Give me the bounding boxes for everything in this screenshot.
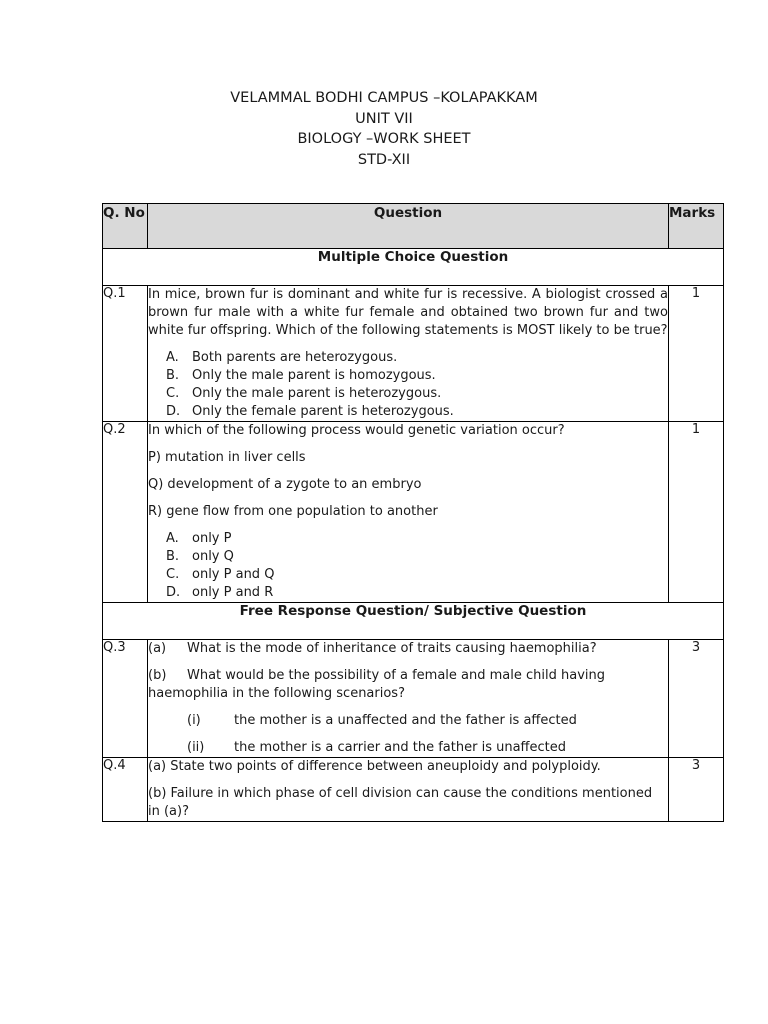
unit-title: UNIT VII (355, 110, 413, 127)
worksheet-table (102, 203, 724, 822)
question-body (148, 422, 669, 603)
question-text: In mice, brown fur is dominant and white fur is recessive. A biologist crossed a brown fur male with a white fur female and obtained two brown fur and two white fur offspring. Which of the following statements is MOST likely to be true? (148, 287, 668, 338)
question-marks: 1 (669, 422, 724, 603)
question-number: Q.2 (103, 422, 148, 603)
part-a: (a) State two points of difference between aneuploidy and polyploidy. (148, 759, 601, 774)
worksheet-header (0, 88, 768, 170)
question-row-q2 (103, 422, 724, 603)
part-b: (b) Failure in which phase of cell division can cause the conditions mentioned in (a)? (148, 786, 653, 819)
question-text: In which of the following process would genetic variation occur? (148, 423, 565, 438)
column-header-marks: Marks (669, 204, 724, 249)
section-title-mcq: Multiple Choice Question (103, 249, 724, 286)
option-d: D. only P and R (166, 585, 274, 600)
option-c: C. only P and Q (166, 567, 275, 582)
option-a: A. Both parents are heterozygous. (166, 350, 398, 365)
column-header-question: Question (148, 204, 669, 249)
question-marks: 3 (669, 758, 724, 822)
scenario-ii: (ii) the mother is a carrier and the father is unaffected (187, 740, 566, 755)
standard-title: STD-XII (357, 151, 411, 168)
section-row-mcq (103, 249, 724, 286)
option-a: A. only P (166, 531, 232, 546)
question-body (148, 758, 669, 822)
question-body (148, 286, 669, 422)
question-row-q3 (103, 640, 724, 758)
option-b: B. Only the male parent is homozygous. (166, 368, 436, 383)
school-name: VELAMMAL BODHI CAMPUS –KOLAPAKKAM (230, 90, 538, 106)
section-title-frq: Free Response Question/ Subjective Question (103, 603, 724, 640)
column-header-qno: Q. No (103, 204, 148, 249)
question-number: Q.4 (103, 758, 148, 822)
table-header-row (103, 204, 724, 249)
question-marks: 1 (669, 286, 724, 422)
statement-q: Q) development of a zygote to an embryo (148, 477, 422, 492)
question-row-q4 (103, 758, 724, 822)
statement-r: R) gene flow from one population to another (148, 504, 438, 519)
option-b: B. only Q (166, 549, 234, 564)
question-marks: 3 (669, 640, 724, 758)
statement-p: P) mutation in liver cells (148, 450, 306, 465)
question-number: Q.1 (103, 286, 148, 422)
question-row-q1 (103, 286, 724, 422)
question-number: Q.3 (103, 640, 148, 758)
option-c: C. Only the male parent is heterozygous. (166, 386, 442, 401)
part-b: (b) What would be the possibility of a female and male child having haemophilia in the following scenarios? (148, 668, 605, 701)
section-row-frq (103, 603, 724, 640)
option-d: D. Only the female parent is heterozygous. (166, 404, 454, 419)
question-body (148, 640, 669, 758)
subject-title: BIOLOGY –WORK SHEET (297, 131, 471, 147)
part-a: (a) What is the mode of inheritance of traits causing haemophilia? (148, 641, 597, 656)
scenario-i: (i) the mother is a unaffected and the father is affected (187, 713, 577, 728)
